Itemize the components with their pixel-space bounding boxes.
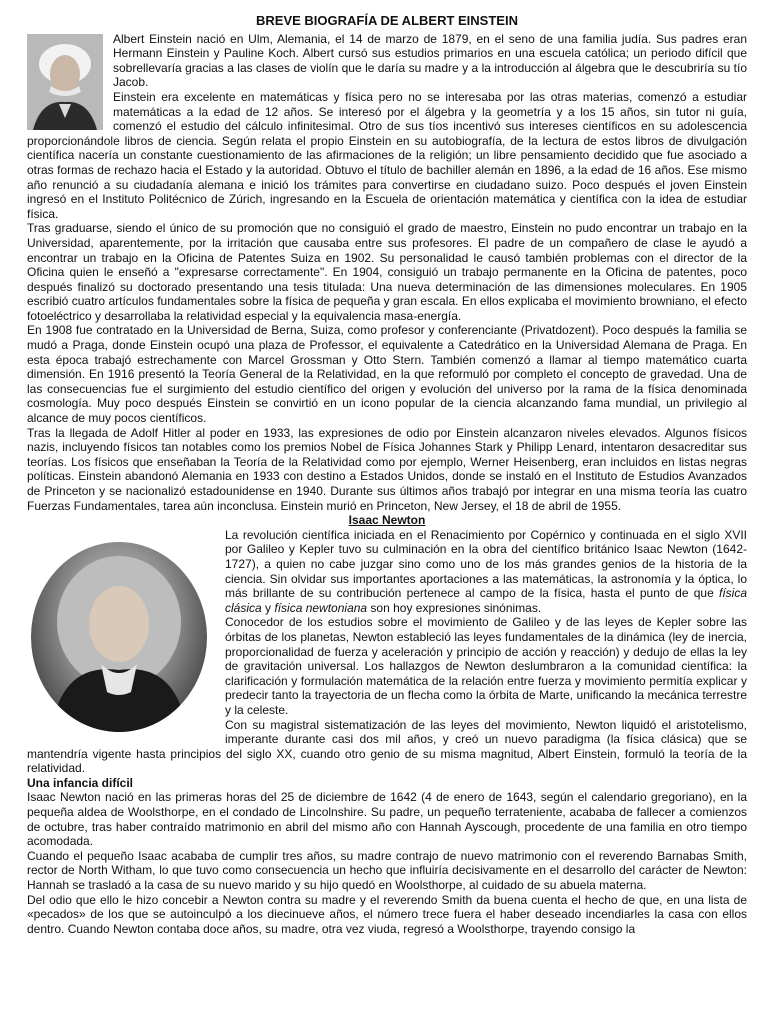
infancia-paragraph-1: Isaac Newton nació en las primeras horas del 25 de diciembre de 1642 (4 de enero de 1643, según el calendario gregoriano), en la pequeña aldea de Woolsthorpe, en el condado de Lincolnshire. Su padre, un pequeño terrateniente, acababa de fallecer a comienzos de octubre, tras haber contraído matrimonio en abril del mismo año con Hannah Ayscough, procedente de una familia en otro tiempo acomodada.	[27, 790, 747, 849]
document-title: BREVE BIOGRAFÍA DE ALBERT EINSTEIN	[256, 13, 518, 28]
newton-paragraph-3: Con su magistral sistematización de las leyes del movimiento, Newton liquidó el aristotelismo, imperante durante casi dos mil años, y creó un nuevo paradigma (la física clásica) que se mantendría vigente hasta principios del siglo XX, cuando otro genio de su misma magnitud, Albert Einstein, formuló la teoría de la relatividad.	[27, 717, 747, 776]
einstein-paragraph-4: En 1908 fue contratado en la Universidad de Berna, Suiza, como profesor y conferenciante (Privatdozent). Poco después la familia se mudó a Praga, donde Einstein ocupó una plaza de Professor, el equivalente a Catedrático en la Universidad Alemana de Praga. En esta época trabajó estrechamente con Marcel Grossman y Otto Stern. También comenzó a llamar al tiempo matemático cuarta dimensión. En 1916 presentó la Teoría General de la Relatividad, en la que reformuló por completo el concepto de gravedad. Una de las consecuencias fue el surgimiento del estudio científico del origen y evolución del universo por la rama de la física denominada cosmología. Muy poco después Einstein se convirtió en un icono popular de la ciencia alcanzando fama mundial, un privilegio al alcance de muy pocos científicos.	[27, 323, 747, 426]
einstein-portrait-drawing	[27, 34, 103, 130]
newton-portrait	[27, 532, 217, 740]
newton-portrait-drawing	[31, 542, 207, 732]
einstein-paragraph-5: Tras la llegada de Adolf Hitler al poder en 1933, las expresiones de odio por Einstein alcanzaron niveles elevados. Algunos físicos nazis, incluyendo físicos tan notables como los premios Nobel de Física Johannes Stark y Philipp Lenard, intentaron desacreditar sus teorías. Los físicos que enseñaban la Teoría de la Relatividad como por ejemplo, Werner Heisenberg, eran incluidos en listas negras políticas. Einstein abandonó Alemania en 1933 con destino a Estados Unidos, donde se instaló en el Instituto de Estudios Avanzados de Princeton y se nacionalizó estadounidense en 1940. Durante sus últimos años trabajó por integrar en una misma teoría las cuatro Fuerzas Fundamentales, tarea aún inconclusa. Einstein murió en Princeton, New Jersey, el 18 de abril de 1955.	[27, 425, 747, 513]
einstein-paragraph-1: Albert Einstein nació en Ulm, Alemania, el 14 de marzo de 1879, en el seno de una familia judía. Sus padres eran Hermann Einstein y Pauline Koch. Albert cursó sus estudios primarios en una escuela católica; un periodo difícil que sobrellevaría gracias a las clases de violín que le daría su madre y a la introducción al álgebra que le descubriría su tío Jacob.	[113, 31, 747, 90]
einstein-paragraph-3: Tras graduarse, siendo el único de su promoción que no consiguió el grado de maestro, Einstein no pudo encontrar un trabajo en la Universidad, aparentemente, por la irritación que causaba entre sus profesores. El padre de un compañero de clase le ayudó a encontrar un trabajo en la Oficina de Patentes Suiza en 1902. Su personalidad le causó también problemas con el director de la Oficina quien le enseñó a "expresarse correctamente". En 1904, consiguió un trabajo permanente en la Oficina de patentes, poco después finalizó su doctorado presentando una tesis titulada: Una nueva determinación de las dimensiones moleculares. En 1905 escribió cuatro artículos fundamentales sobre la física de pequeña y gran escala. En ellos explicaba el movimiento browniano, el efecto fotoeléctrico y desarrollaba la relatividad especial y la equivalencia masa-energía.	[27, 221, 747, 323]
einstein-portrait	[27, 34, 103, 130]
newton-paragraph-1-text-a: La revolución científica iniciada en el Renacimiento por Copérnico y continuada en el siglo XVII por Galileo y Kepler tuvo su culminación en la obra del científico británico Isaac Newton (1642-1727), a quien no cabe juzgar sino como uno de los más grandes genios de la historia de la ciencia. Sin olvidar sus importantes aportaciones a las matemáticas, la astronomía y la óptica, lo más brillante de su contribución pertenece al campo de la física, hasta el punto de que	[225, 527, 747, 601]
infancia-paragraph-2: Cuando el pequeño Isaac acababa de cumplir tres años, su madre contrajo de nuevo matrimonio con el reverendo Barnabas Smith, rector de North Witham, lo que tuvo como consecuencia un hecho que influiría decisivamente en el desarrollo del carácter de Newton: Hannah se trasladó a la casa de su nuevo marido y su hijo quedó en Woolsthorpe, al cuidado de su abuela materna.	[27, 848, 747, 893]
infancia-heading: Una infancia difícil	[27, 775, 134, 790]
einstein-paragraph-2: Einstein era excelente en matemáticas y física pero no se interesaba por las otras materias, comenzó a estudiar matemáticas a la edad de 12 años. Se interesó por el álgebra y la geometría y a los 15 años, sin tutor ni guía, comenzó el estudio del cálculo infinitesimal. Otro de sus tíos incentivó sus intereses científicos en su adolescencia proporcionándole libros de ciencia. Según relata el propio Einstein en su autobiografía, de la lectura de estos libros de divulgación científica nacería un constante cuestionamiento de las afirmaciones de la religión; un libre pensamiento decidido que fue asociado a otras formas de rechazo hacia el Estado y la autoridad. Obtuvo el título de bachiller alemán en 1896, a la edad de 16 años. Ese mismo año renunció a su ciudadanía alemana e inició los trámites para convertirse en ciudadano suizo. Poco después el joven Einstein ingresó en el Instituto Politécnico de Zúrich, ingresando en la Escuela de orientación matemática y científica con la idea de estudiar física.	[27, 89, 747, 221]
newton-paragraph-1-emphasis-2: física newtoniana	[274, 600, 368, 615]
newton-paragraph-1-emphasis-1: física clásica	[225, 586, 747, 615]
newton-paragraph-2: Conocedor de los estudios sobre el movimiento de Galileo y de las leyes de Kepler sobre las órbitas de los planetas, Newton estableció las leyes fundamentales de la dinámica (ley de inercia, proporcionalidad de fuerza y aceleración y principio de acción y reacción) y dedujo de ellas la ley de gravitación universal. Los hallazgos de Newton deslumbraron a la comunidad científica: la clarificación y formulación matemática de la relación entre fuerza y movimiento permitía explicar y predecir tanto la trayectoria de un flecha como la órbita de Marte, unificando la mecánica terrestre y la celeste.	[225, 615, 747, 717]
newton-title: Isaac Newton	[348, 513, 426, 528]
infancia-paragraph-3: Del odio que ello le hizo concebir a Newton contra su madre y el reverendo Smith da buena cuenta el hecho de que, en una lista de «pecados» de los que se autoinculpó a los diecinueve años, el número trece fuera el haber deseado incendiarles la casa con ellos dentro. Cuando Newton contaba doce años, su madre, otra vez viuda, regresó a Woolsthorpe, trayendo consigo la	[27, 892, 747, 936]
newton-paragraph-1-text-c: son hoy expresiones sinónimas.	[367, 600, 542, 615]
document-page	[27, 14, 747, 936]
newton-paragraph-1-text-b: y	[261, 600, 275, 615]
newton-portrait-oval	[31, 542, 207, 732]
